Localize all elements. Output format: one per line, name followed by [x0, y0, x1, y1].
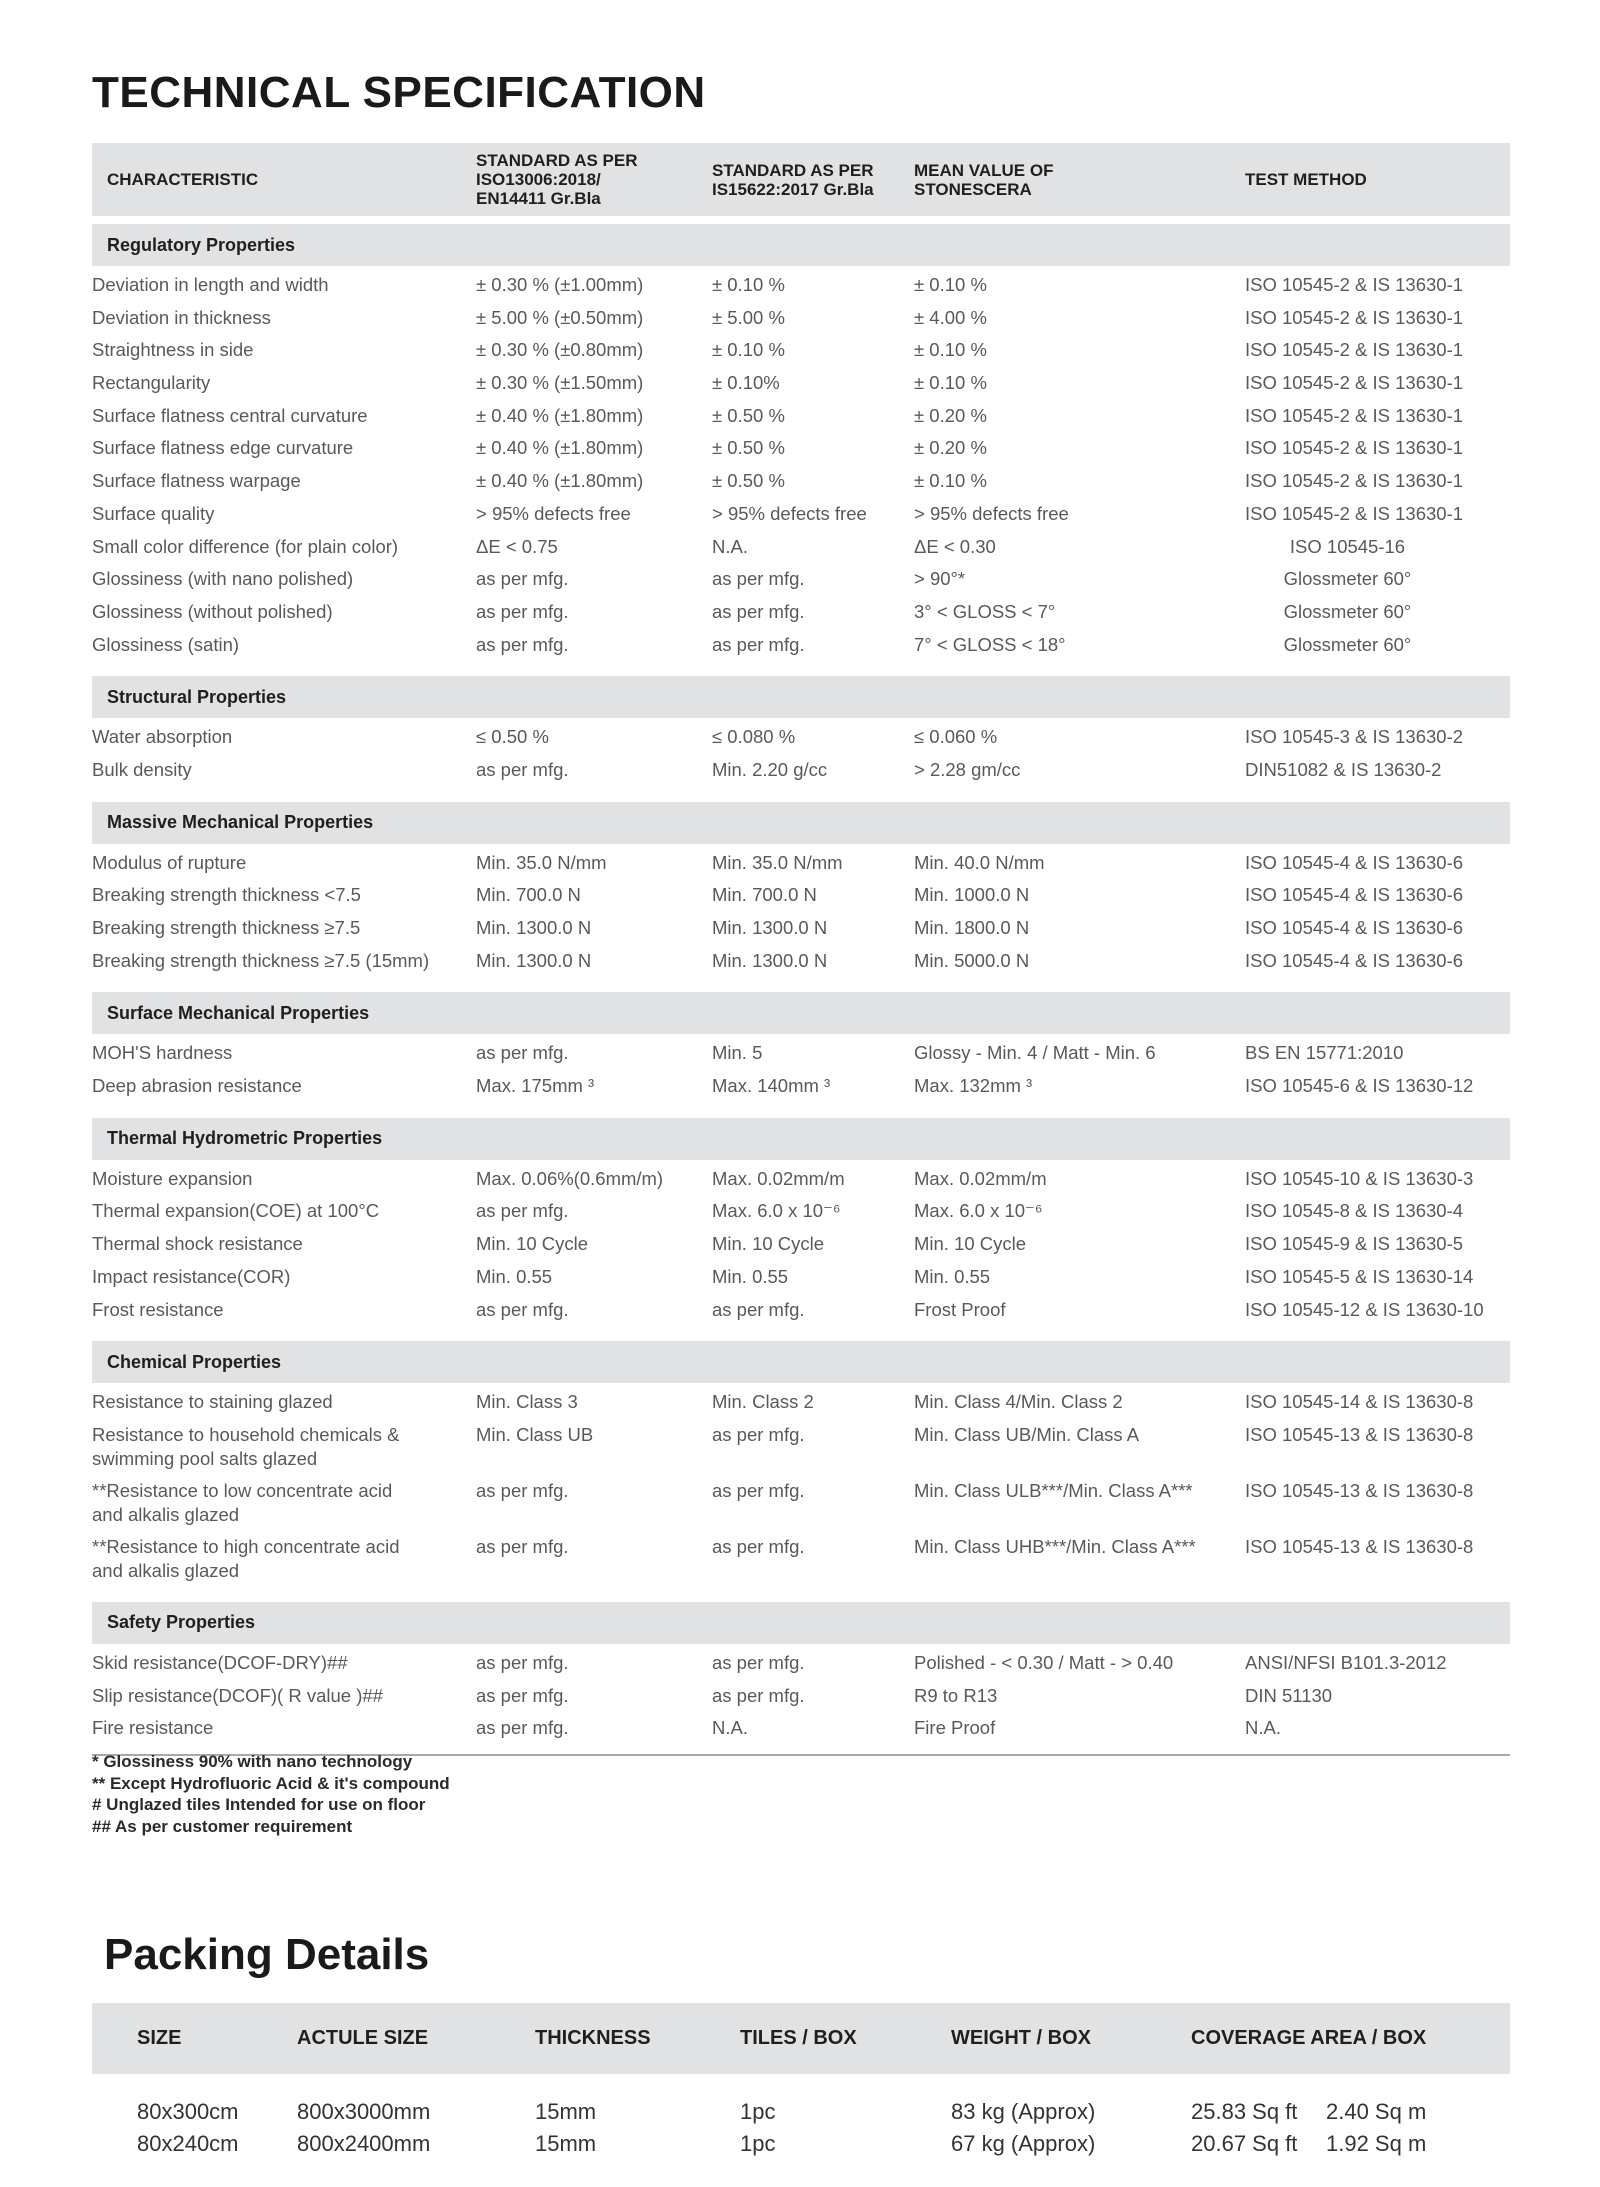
spec-row: [92, 338, 1510, 362]
spec-section: [92, 992, 1510, 1109]
test-method: ISO 10545-2 & IS 13630-1: [1245, 372, 1464, 394]
spec-row: [92, 1298, 1510, 1322]
packing-row: [92, 2128, 1510, 2160]
mean-value: Frost Proof: [914, 1298, 1006, 1320]
is-value: Min. 2.20 g/cc: [712, 758, 828, 780]
iso-value: as per mfg.: [476, 1298, 569, 1320]
mean-value: Polished - < 0.30 / Matt - > 0.40: [914, 1651, 1174, 1673]
characteristic: Deviation in length and width: [92, 274, 329, 295]
iso-value: Min. 10 Cycle: [476, 1233, 589, 1255]
mean-value: > 90°*: [914, 568, 966, 590]
spec-row: [92, 1684, 1510, 1708]
coverage-sqm: 1.92 Sq m: [1326, 2131, 1427, 2156]
packing-header-coverage: COVERAGE AREA / BOX: [1191, 2027, 1427, 2049]
test-method: ISO 10545-3 & IS 13630-2: [1245, 726, 1464, 748]
section-rows: [92, 844, 1510, 985]
characteristic: Impact resistance(COR): [92, 1265, 291, 1287]
characteristic: Rectangularity: [92, 372, 211, 394]
is-value: as per mfg.: [712, 600, 805, 622]
iso-value: as per mfg.: [476, 758, 569, 780]
test-method: ANSI/NFSI B101.3-2012: [1245, 1651, 1447, 1673]
spec-row: [92, 758, 1510, 782]
test-method: ISO 10545-16: [1289, 535, 1406, 557]
iso-value: ΔE < 0.75: [476, 535, 558, 557]
is-value: Min. 0.55: [712, 1265, 789, 1287]
test-method: ISO 10545-2 & IS 13630-1: [1245, 339, 1464, 361]
is-value: as per mfg.: [712, 1423, 805, 1445]
characteristic: Glossiness (with nano polished): [92, 568, 354, 590]
is-value: Min. 1300.0 N: [712, 949, 828, 971]
characteristic: Moisture expansion: [92, 1167, 253, 1189]
iso-value: ± 0.30 % (±1.00mm): [476, 274, 644, 295]
is-value: Max. 0.02mm/m: [712, 1167, 845, 1189]
characteristic: Surface flatness edge curvature: [92, 437, 354, 459]
spec-row: [92, 436, 1510, 460]
test-method: ISO 10545-6 & IS 13630-12: [1245, 1075, 1474, 1097]
mean-value: Min. 1000.0 N: [914, 884, 1030, 906]
section-rows: [92, 266, 1510, 668]
mean-value: Max. 6.0 x 10⁻⁶: [914, 1200, 1043, 1222]
is-value: ± 0.10 %: [712, 274, 785, 295]
test-method: ISO 10545-10 & IS 13630-3: [1245, 1167, 1474, 1189]
mean-value: ± 0.20 %: [914, 404, 987, 426]
packing-actual-size: 800x3000mm: [297, 2099, 431, 2124]
test-method: ISO 10545-4 & IS 13630-6: [1245, 884, 1464, 906]
test-method: ISO 10545-2 & IS 13630-1: [1245, 274, 1464, 295]
section-title: Surface Mechanical Properties: [92, 992, 1510, 1034]
page-title: TECHNICAL SPECIFICATION: [92, 68, 706, 117]
section-rows: [92, 1034, 1510, 1109]
spec-row: [92, 949, 1510, 973]
test-method: Glossmeter 60°: [1283, 600, 1412, 622]
mean-value: Min. Class ULB***/Min. Class A***: [914, 1479, 1193, 1501]
packing-table: [92, 2003, 1510, 2160]
test-method: BS EN 15771:2010: [1245, 1042, 1404, 1064]
is-value: as per mfg.: [712, 1651, 805, 1673]
footnotes: [92, 1751, 450, 1837]
iso-value: Min. 35.0 N/mm: [476, 851, 607, 873]
test-method: ISO 10545-4 & IS 13630-6: [1245, 851, 1464, 873]
coverage-sqft: 25.83 Sq ft: [1191, 2099, 1298, 2124]
mean-value: Min. Class UHB***/Min. Class A***: [914, 1535, 1196, 1557]
mean-value: ± 0.10 %: [914, 372, 987, 394]
characteristic: Slip resistance(DCOF)( R value )##: [92, 1684, 383, 1706]
packing-tiles: 1pc: [740, 2131, 776, 2156]
is-value: Min. 1300.0 N: [712, 917, 828, 938]
iso-value: ± 0.40 % (±1.80mm): [476, 404, 644, 426]
test-method: ISO 10545-14 & IS 13630-8: [1245, 1391, 1474, 1413]
iso-value: ± 0.40 % (±1.80mm): [476, 437, 644, 459]
is-value: as per mfg.: [712, 1479, 805, 1501]
characteristic: Breaking strength thickness ≥7.5 (15mm): [92, 949, 430, 971]
packing-header-actual-size: ACTULE SIZE: [297, 2027, 429, 2049]
characteristic: Deep abrasion resistance: [92, 1075, 302, 1097]
mean-value: Min. 5000.0 N: [914, 949, 1030, 971]
characteristic: Breaking strength thickness ≥7.5: [92, 917, 361, 938]
is-value: ± 0.50 %: [712, 437, 785, 459]
spec-row: [92, 273, 1510, 297]
mean-value: Min. 40.0 N/mm: [914, 851, 1045, 873]
characteristic: Thermal shock resistance: [92, 1233, 303, 1255]
spec-section: [92, 676, 1510, 793]
mean-value: Min. Class UB/Min. Class A: [914, 1423, 1140, 1445]
packing-header-size: SIZE: [137, 2027, 182, 2049]
characteristic: Thermal expansion(COE) at 100°C: [92, 1200, 380, 1222]
test-method: ISO 10545-2 & IS 13630-1: [1245, 502, 1464, 524]
characteristic: Frost resistance: [92, 1298, 224, 1320]
spec-row: [92, 1074, 1510, 1098]
test-method: ISO 10545-2 & IS 13630-1: [1245, 470, 1464, 492]
mean-value: ± 0.10 %: [914, 339, 987, 361]
iso-value: Max. 0.06%(0.6mm/m): [476, 1167, 664, 1189]
mean-value: ± 0.20 %: [914, 437, 987, 459]
spec-row: [92, 633, 1510, 657]
section-title: Massive Mechanical Properties: [92, 802, 1510, 844]
is-value: ± 5.00 %: [712, 306, 785, 328]
spec-row: [92, 600, 1510, 624]
iso-value: as per mfg.: [476, 600, 569, 622]
spec-row: [92, 1232, 1510, 1256]
characteristic: Small color difference (for plain color): [92, 535, 399, 557]
spec-row: [92, 306, 1510, 330]
spec-row: [92, 469, 1510, 493]
iso-value: Min. Class UB: [476, 1423, 594, 1445]
spec-row: [92, 535, 1510, 559]
packing-header-weight-per-box: WEIGHT / BOX: [951, 2027, 1091, 2049]
spec-row: [92, 567, 1510, 591]
mean-value: > 95% defects free: [914, 502, 1069, 524]
header-iso-standard: STANDARD AS PER ISO13006:2018/ EN14411 Gr.Bla: [476, 151, 638, 208]
characteristic: Resistance to staining glazed: [92, 1391, 333, 1413]
header-characteristic: CHARACTERISTIC: [107, 170, 259, 189]
is-value: ± 0.10 %: [712, 339, 785, 361]
is-value: ± 0.50 %: [712, 470, 785, 492]
characteristic: Glossiness (without polished): [92, 600, 333, 622]
spec-row: [92, 916, 1510, 940]
packing-coverage: [1191, 2128, 1510, 2160]
is-value: Max. 6.0 x 10⁻⁶: [712, 1200, 841, 1222]
packing-header: [92, 2003, 1510, 2074]
iso-value: Min. Class 3: [476, 1391, 578, 1413]
is-value: Min. 5: [712, 1042, 763, 1064]
coverage-sqm: 2.40 Sq m: [1326, 2099, 1427, 2124]
characteristic: Skid resistance(DCOF-DRY)##: [92, 1651, 348, 1673]
mean-value: > 2.28 gm/cc: [914, 758, 1021, 780]
characteristic: Surface flatness central curvature: [92, 404, 368, 426]
characteristic: Breaking strength thickness <7.5: [92, 884, 361, 906]
packing-actual-size: 800x2400mm: [297, 2131, 431, 2156]
section-rows: [92, 1383, 1510, 1594]
header-mean-value: MEAN VALUE OF STONESCERA: [914, 160, 1054, 199]
spec-row: [92, 1651, 1510, 1675]
iso-value: Min. 700.0 N: [476, 884, 581, 906]
mean-value: 7° < GLOSS < 18°: [914, 633, 1066, 655]
spec-table: [92, 143, 1510, 1756]
iso-value: > 95% defects free: [476, 502, 631, 524]
iso-value: Min. 1300.0 N: [476, 949, 592, 971]
mean-value: Max. 0.02mm/m: [914, 1167, 1047, 1189]
characteristic: **Resistance to high concentrate acid and alkalis glazed: [92, 1535, 400, 1581]
spec-section: [92, 1602, 1510, 1752]
spec-row: [92, 725, 1510, 749]
iso-value: as per mfg.: [476, 1479, 569, 1501]
packing-title: Packing Details: [104, 1930, 430, 1979]
test-method: DIN 51130: [1245, 1684, 1333, 1706]
test-method: ISO 10545-13 & IS 13630-8: [1245, 1535, 1474, 1557]
spec-row: [92, 1716, 1510, 1740]
test-method: Glossmeter 60°: [1283, 633, 1412, 655]
section-rows: [92, 718, 1510, 793]
mean-value: ± 0.10 %: [914, 470, 987, 492]
test-method: ISO 10545-2 & IS 13630-1: [1245, 306, 1464, 328]
spec-table-header: [92, 143, 1510, 216]
is-value: Max. 140mm ³: [712, 1075, 831, 1097]
footnote: ## As per customer requirement: [92, 1816, 353, 1836]
is-value: as per mfg.: [712, 633, 805, 655]
packing-rows: [92, 2074, 1510, 2160]
test-method: Glossmeter 60°: [1283, 568, 1412, 590]
test-method: DIN51082 & IS 13630-2: [1245, 758, 1442, 780]
section-title: Safety Properties: [92, 1602, 1510, 1644]
iso-value: ± 0.30 % (±1.50mm): [476, 372, 644, 394]
header-is-standard: STANDARD AS PER IS15622:2017 Gr.Bla: [712, 160, 874, 199]
spec-section: [92, 224, 1510, 668]
packing-header-thickness: THICKNESS: [535, 2027, 651, 2049]
spec-row: [92, 1479, 1510, 1527]
spec-row: [92, 404, 1510, 428]
packing-size: 80x300cm: [137, 2099, 239, 2124]
section-title: Regulatory Properties: [92, 224, 1510, 266]
packing-thickness: 15mm: [535, 2131, 597, 2156]
section-title: Thermal Hydrometric Properties: [92, 1118, 1510, 1160]
packing-thickness: 15mm: [535, 2099, 597, 2124]
iso-value: Max. 175mm ³: [476, 1075, 595, 1097]
is-value: Min. 700.0 N: [712, 884, 817, 906]
mean-value: Fire Proof: [914, 1717, 996, 1739]
spec-row: [92, 1423, 1510, 1471]
mean-value: Min. 0.55: [914, 1265, 991, 1287]
iso-value: ± 0.30 % (±0.80mm): [476, 339, 644, 361]
header-test-method: TEST METHOD: [1245, 170, 1367, 189]
packing-size: 80x240cm: [137, 2131, 239, 2156]
mean-value: ± 4.00 %: [914, 306, 987, 328]
mean-value: ≤ 0.060 %: [914, 726, 998, 748]
characteristic: Resistance to household chemicals & swimming pool salts glazed: [92, 1423, 400, 1469]
mean-value: Min. 10 Cycle: [914, 1233, 1027, 1255]
spec-row: [92, 1167, 1510, 1191]
footnote: ** Except Hydrofluoric Acid & it's compound: [92, 1773, 450, 1793]
iso-value: as per mfg.: [476, 1535, 569, 1557]
mean-value: ± 0.10 %: [914, 274, 987, 295]
is-value: as per mfg.: [712, 1298, 805, 1320]
iso-value: Min. 0.55: [476, 1265, 553, 1287]
section-title: Structural Properties: [92, 676, 1510, 718]
spec-row: [92, 851, 1510, 875]
characteristic: Surface flatness warpage: [92, 470, 301, 492]
is-value: as per mfg.: [712, 568, 805, 590]
packing-coverage: [1191, 2096, 1510, 2128]
mean-value: Glossy - Min. 4 / Matt - Min. 6: [914, 1042, 1156, 1064]
is-value: N.A.: [712, 535, 748, 557]
spec-row: [92, 371, 1510, 395]
mean-value: Min. 1800.0 N: [914, 917, 1030, 938]
iso-value: ± 0.40 % (±1.80mm): [476, 470, 644, 492]
characteristic: Bulk density: [92, 758, 192, 780]
iso-value: as per mfg.: [476, 633, 569, 655]
test-method: ISO 10545-2 & IS 13630-1: [1245, 437, 1464, 459]
packing-header-tiles-per-box: TILES / BOX: [740, 2027, 857, 2049]
mean-value: Min. Class 4/Min. Class 2: [914, 1391, 1123, 1413]
characteristic: Modulus of rupture: [92, 851, 247, 873]
spec-row: [92, 1535, 1510, 1583]
mean-value: 3° < GLOSS < 7°: [914, 600, 1056, 622]
footnote: * Glossiness 90% with nano technology: [92, 1752, 413, 1771]
test-method: N.A.: [1245, 1717, 1281, 1739]
spec-row: [92, 883, 1510, 907]
is-value: as per mfg.: [712, 1535, 805, 1557]
test-method: ISO 10545-13 & IS 13630-8: [1245, 1479, 1474, 1501]
characteristic: Straightness in side: [92, 339, 254, 361]
iso-value: as per mfg.: [476, 568, 569, 590]
iso-value: as per mfg.: [476, 1042, 569, 1064]
packing-row: [92, 2096, 1510, 2128]
mean-value: ΔE < 0.30: [914, 535, 996, 557]
packing-tiles: 1pc: [740, 2099, 776, 2124]
characteristic: **Resistance to low concentrate acid and alkalis glazed: [92, 1479, 393, 1525]
spec-row: [92, 502, 1510, 526]
coverage-sqft: 20.67 Sq ft: [1191, 2131, 1298, 2156]
section-title: Chemical Properties: [92, 1341, 1510, 1383]
iso-value: as per mfg.: [476, 1651, 569, 1673]
packing-weight: 83 kg (Approx): [951, 2099, 1096, 2124]
footnote: # Unglazed tiles Intended for use on floor: [92, 1795, 426, 1814]
section-rows: [92, 1160, 1510, 1333]
spec-row: [92, 1265, 1510, 1289]
characteristic: Glossiness (satin): [92, 633, 240, 655]
is-value: ± 0.50 %: [712, 404, 785, 426]
characteristic: Fire resistance: [92, 1717, 214, 1739]
characteristic: Water absorption: [92, 726, 233, 748]
test-method: ISO 10545-2 & IS 13630-1: [1245, 404, 1464, 426]
spec-row: [92, 1041, 1510, 1065]
test-method: ISO 10545-5 & IS 13630-14: [1245, 1265, 1474, 1287]
spec-section: [92, 802, 1510, 985]
mean-value: R9 to R13: [914, 1684, 998, 1706]
characteristic: Surface quality: [92, 502, 215, 524]
packing-weight: 67 kg (Approx): [951, 2131, 1096, 2156]
is-value: Min. Class 2: [712, 1391, 814, 1413]
test-method: ISO 10545-12 & IS 13630-10: [1245, 1298, 1484, 1320]
iso-value: Min. 1300.0 N: [476, 917, 592, 938]
spec-row: [92, 1199, 1510, 1223]
spec-section: [92, 1341, 1510, 1594]
test-method: ISO 10545-9 & IS 13630-5: [1245, 1233, 1464, 1255]
iso-value: as per mfg.: [476, 1200, 569, 1222]
spec-row: [92, 1390, 1510, 1414]
section-rows: [92, 1644, 1510, 1752]
test-method: ISO 10545-4 & IS 13630-6: [1245, 917, 1464, 938]
test-method: ISO 10545-13 & IS 13630-8: [1245, 1423, 1474, 1445]
is-value: ± 0.10%: [712, 372, 780, 394]
iso-value: ≤ 0.50 %: [476, 726, 549, 748]
characteristic: MOH'S hardness: [92, 1042, 233, 1064]
is-value: ≤ 0.080 %: [712, 726, 796, 748]
is-value: as per mfg.: [712, 1684, 805, 1706]
test-method: ISO 10545-4 & IS 13630-6: [1245, 949, 1464, 971]
iso-value: ± 5.00 % (±0.50mm): [476, 306, 644, 328]
is-value: Min. 10 Cycle: [712, 1233, 825, 1255]
spec-section: [92, 1118, 1510, 1333]
characteristic: Deviation in thickness: [92, 306, 271, 328]
is-value: N.A.: [712, 1717, 748, 1739]
spec-sections: [92, 224, 1510, 1752]
test-method: ISO 10545-8 & IS 13630-4: [1245, 1200, 1464, 1222]
mean-value: Max. 132mm ³: [914, 1075, 1033, 1097]
is-value: Min. 35.0 N/mm: [712, 851, 843, 873]
iso-value: as per mfg.: [476, 1684, 569, 1706]
iso-value: as per mfg.: [476, 1717, 569, 1739]
is-value: > 95% defects free: [712, 502, 867, 524]
